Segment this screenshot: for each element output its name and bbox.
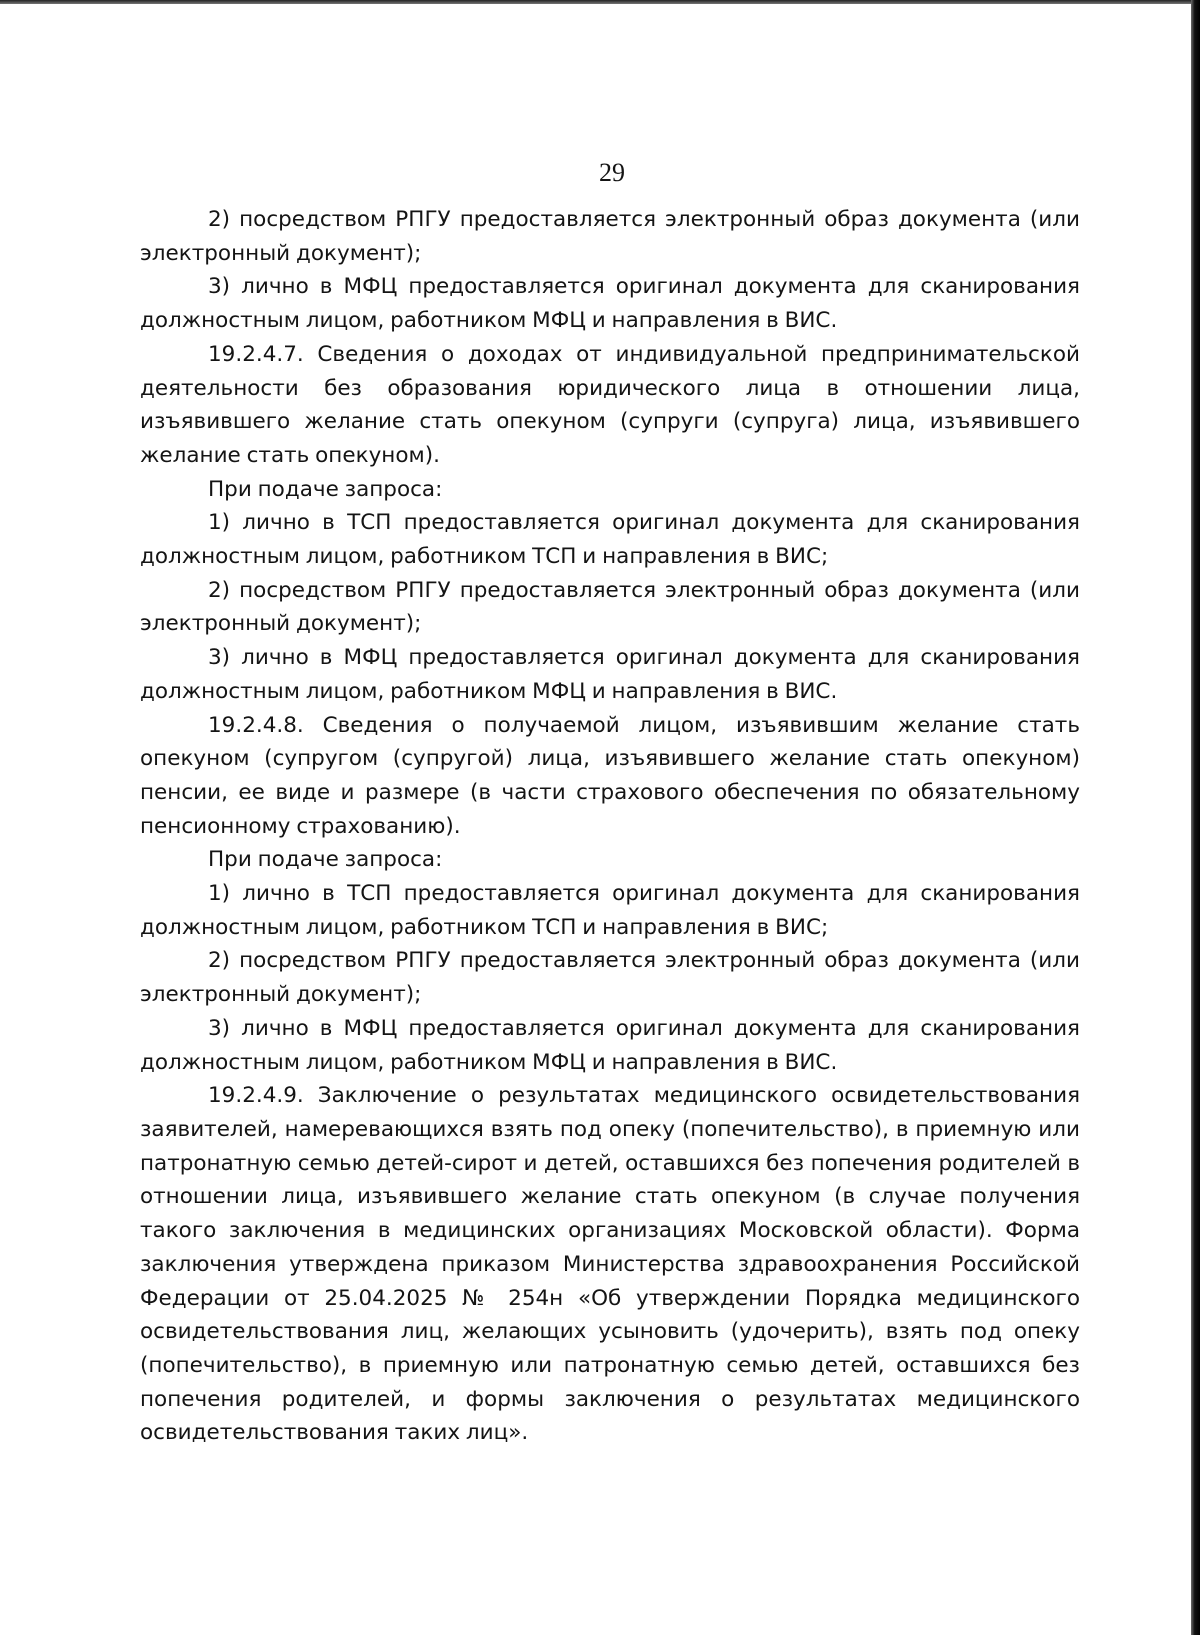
paragraph-mfc-item-3: 3) лично в МФЦ предоставляется оригинал документа для сканирования должностным лицом, работником МФЦ и направления в ВИС. bbox=[140, 645, 1080, 704]
paragraph-request-intro: При подаче запроса: bbox=[208, 476, 443, 502]
paragraph-rpgu-item-2: 2) посредством РПГУ предоставляется электронный образ документа (или электронный документ); bbox=[140, 207, 1080, 266]
scan-edge-right bbox=[1191, 0, 1200, 1635]
paragraph-19-2-4-7: 19.2.4.7. Сведения о доходах от индивидуальной предпринимательской деятельности без образования юридического лица в отношении лица, изъявившего желание стать опекуном (супруги (супруга) лица, изъявившего желание стать опекуном). bbox=[140, 341, 1080, 468]
page-number: 29 bbox=[599, 158, 625, 187]
paragraph-rpgu-item-2: 2) посредством РПГУ предоставляется электронный образ документа (или электронный документ); bbox=[140, 577, 1080, 637]
paragraph-19-2-4-9: 19.2.4.9. Заключение о результатах медицинского освидетельствования заявителей, намеревающихся взять под опеку (попечительство), в приемную или патронатную семью детей-сирот и детей, оставшихся без попечения родителей в отношении лица, изъявившего желание стать опекуном (в случае получения такого заключения в медицинских организациях Московской области). Форма заключения утверждена приказом Министерства здравоохранения Российской Федерации от 25.04.2025 № 254н «Об утверждении Порядка медицинского освидетельствования лиц, желающих усыновить (удочерить), взять под опеку (попечительство), в приемную или патронатную семью детей, оставшихся без попечения родителей, и формы заключения о результатах медицинского освидетельствования таких лиц». bbox=[140, 1083, 1080, 1446]
paragraph-19-2-4-8: 19.2.4.8. Сведения о получаемой лицом, изъявившим желание стать опекуном (супругом (супругой) лица, изъявившего желание стать опекуном) пенсии, ее виде и размере (в части страхового обеспечения по обязательному пенсионному страхованию). bbox=[140, 712, 1080, 839]
paragraph-tsp-item-1: 1) лично в ТСП предоставляется оригинал документа для сканирования должностным лицом, работником ТСП и направления в ВИС; bbox=[140, 510, 1080, 570]
paragraph-mfc-item-3: 3) лично в МФЦ предоставляется оригинал документа для сканирования должностным лицом, работником МФЦ и направления в ВИС. bbox=[140, 1015, 1080, 1075]
document-body bbox=[140, 203, 1080, 1450]
paragraph-request-intro: При подаче запроса: bbox=[208, 847, 443, 873]
paragraph-tsp-item-1: 1) лично в ТСП предоставляется оригинал документа для сканирования должностным лицом, работником ТСП и направления в ВИС; bbox=[140, 881, 1080, 940]
paragraph-mfc-item-3: 3) лично в МФЦ предоставляется оригинал документа для сканирования должностным лицом, работником МФЦ и направления в ВИС. bbox=[140, 274, 1080, 334]
paragraph-rpgu-item-2: 2) посредством РПГУ предоставляется электронный образ документа (или электронный документ); bbox=[140, 948, 1080, 1008]
scan-edge-top bbox=[0, 0, 1200, 4]
